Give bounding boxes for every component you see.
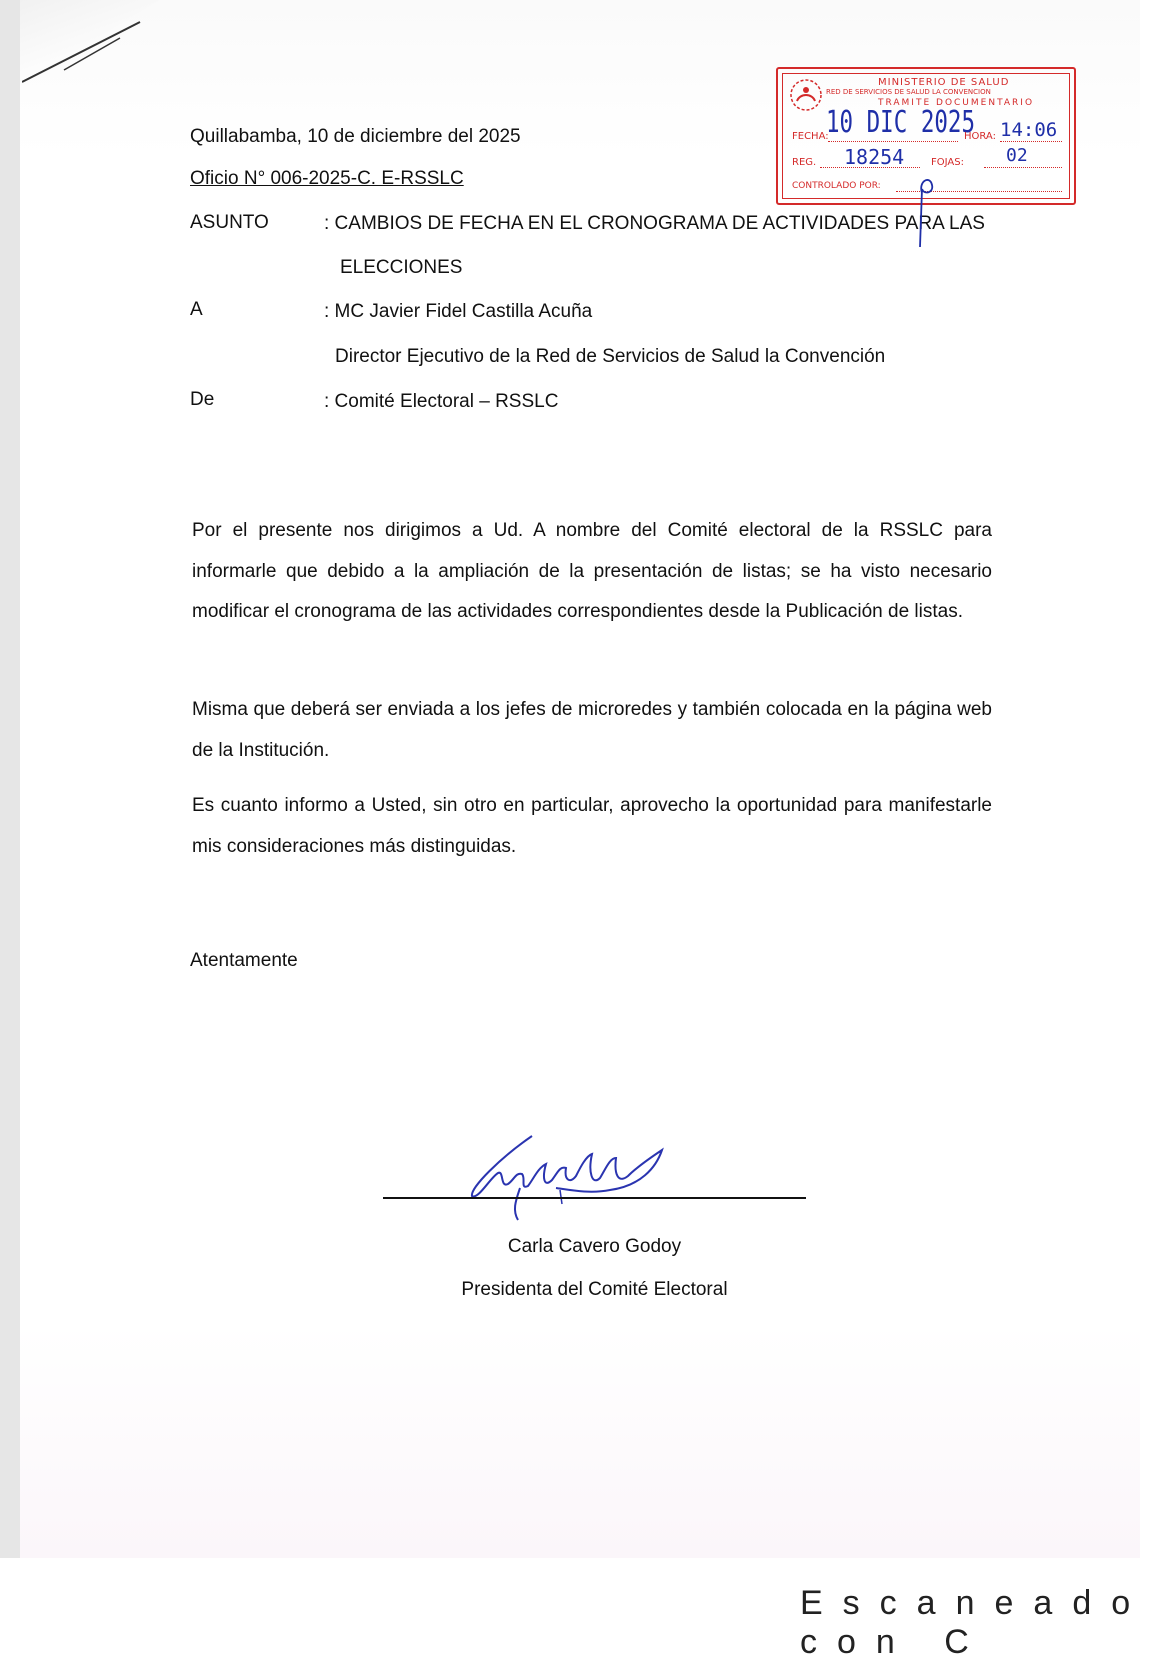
recipient-title: Director Ejecutivo de la Red de Servicios de Salud la Convención [335, 346, 886, 367]
office-reference: Oficio N° 006-2025-C. E-RSSLC [190, 168, 464, 189]
asunto-line-1: : CAMBIOS DE FECHA EN EL CRONOGRAMA DE ACTIVIDADES PARA LAS [324, 213, 985, 234]
signature-line [383, 1197, 806, 1199]
minsa-logo-icon [788, 77, 824, 113]
stamp-hora-dots [1000, 141, 1062, 142]
signer-name: Carla Cavero Godoy [507, 1236, 682, 1257]
stamp-fecha-value: 10 DIC 2025 [826, 105, 976, 140]
scan-left-edge [0, 0, 20, 1600]
stamp-initial-mark [916, 167, 946, 247]
body-paragraph-2: Misma que deberá ser enviada a los jefes de microredes y también colocada en la página web de la Institución. [192, 699, 992, 761]
stamp-reg-value: 18254 [844, 145, 905, 169]
place-date: Quillabamba, 10 de diciembre del 2025 [190, 126, 521, 147]
stamp-hora-label: HORA: [964, 131, 996, 142]
stamp-ministry: MINISTERIO DE SALUD [878, 77, 1010, 88]
stamp-fecha-label: FECHA: [792, 131, 829, 142]
stamp-fojas-dots [984, 167, 1062, 168]
handwritten-signature [460, 1128, 680, 1223]
scanner-watermark: Escaneado con C [800, 1584, 1151, 1661]
body-paragraph-1: Por el presente nos dirigimos a Ud. A nombre del Comité electoral de la RSSLC para informarle que debido a la ampliación de la presentación de listas; se ha visto necesario modificar el cronograma de las actividades correspondientes desde la Publicación de listas. [192, 520, 992, 622]
stamp-hora-value: 14:06 [1000, 119, 1058, 141]
stamp-fojas-label: FOJAS: [931, 157, 964, 168]
sender: : Comité Electoral – RSSLC [324, 391, 559, 412]
stamp-fojas-value: 02 [1006, 145, 1028, 166]
a-label: A [190, 299, 203, 320]
asunto-label: ASUNTO [190, 212, 269, 233]
asunto-line-2: ELECCIONES [340, 257, 463, 278]
stamp-reg-dots [820, 167, 920, 168]
stamp-controlado-label: CONTROLADO POR: [792, 181, 881, 191]
stamp-department: TRAMITE DOCUMENTARIO [878, 98, 1035, 108]
reception-stamp [776, 67, 1076, 205]
body-paragraph-3: Es cuanto informo a Usted, sin otro en particular, aprovecho la oportunidad para manifestarle mis consideraciones más distinguidas. [192, 795, 992, 857]
signer-title: Presidenta del Comité Electoral [461, 1279, 728, 1300]
stamp-fecha-dots [828, 141, 958, 142]
recipient-name: : MC Javier Fidel Castilla Acuña [324, 301, 593, 322]
stamp-reg-label: REG. [792, 157, 817, 168]
de-label: De [190, 389, 215, 410]
closing: Atentamente [190, 950, 298, 971]
folded-corner-edge [22, 0, 162, 100]
stamp-network: RED DE SERVICIOS DE SALUD LA CONVENCION [826, 88, 991, 96]
